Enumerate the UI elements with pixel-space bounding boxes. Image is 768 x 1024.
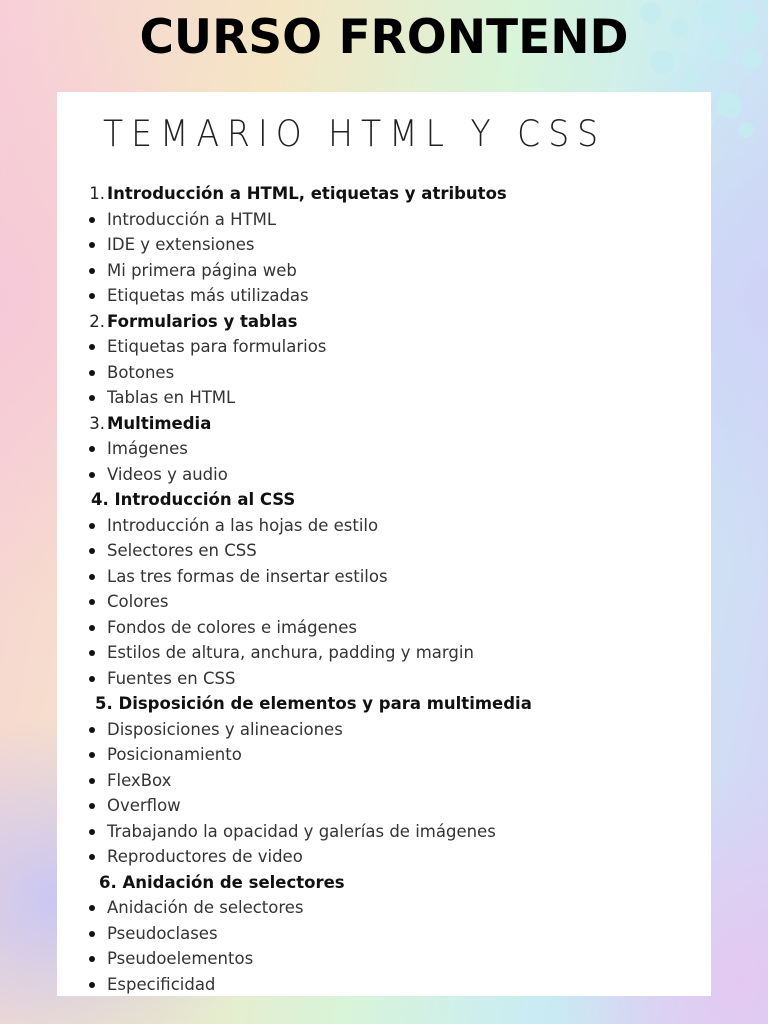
section-heading <box>57 691 711 717</box>
list-item-label: Introducción a HTML <box>107 209 277 229</box>
list-item <box>57 946 711 972</box>
bullet-icon <box>89 217 95 223</box>
list-item-label: Las tres formas de insertar estilos <box>107 566 388 586</box>
list-item <box>57 717 711 743</box>
bullet-icon <box>89 676 95 682</box>
list-item <box>57 564 711 590</box>
bullet-icon <box>89 446 95 452</box>
section-heading-text: 4. Introducción al CSS <box>91 490 296 509</box>
list-item <box>57 283 711 309</box>
syllabus-card <box>57 92 711 996</box>
list-item-label: Videos y audio <box>107 464 228 484</box>
bullet-icon <box>89 982 95 988</box>
list-item-label: Overflow <box>107 796 181 815</box>
list-item <box>57 513 711 539</box>
list-item <box>57 921 711 947</box>
bullet-icon <box>89 931 95 937</box>
list-item <box>57 819 711 845</box>
list-item-label: Selectores en CSS <box>107 541 257 560</box>
list-item <box>57 462 711 488</box>
bullet-icon <box>89 599 95 605</box>
bullet-icon <box>89 727 95 733</box>
bullet-icon <box>89 752 95 758</box>
list-item-label: Pseudoelementos <box>107 949 254 968</box>
list-item <box>57 895 711 921</box>
bullet-icon <box>89 472 95 478</box>
syllabus-list <box>57 181 711 997</box>
bullet-icon <box>89 242 95 248</box>
section-heading <box>57 870 711 896</box>
bullet-icon <box>89 370 95 376</box>
bullet-icon <box>89 905 95 911</box>
list-item <box>57 385 711 411</box>
list-item-label: Etiquetas para formularios <box>107 337 327 356</box>
list-item <box>57 207 711 233</box>
bullet-icon <box>89 395 95 401</box>
list-item <box>57 538 711 564</box>
list-item <box>57 972 711 998</box>
bullet-icon <box>89 293 95 299</box>
list-item <box>57 793 711 819</box>
list-item <box>57 666 711 692</box>
list-item <box>57 436 711 462</box>
list-item-label: Colores <box>107 592 169 611</box>
bullet-icon <box>89 829 95 835</box>
list-item-label: Mi primera página web <box>107 260 297 280</box>
bullet-icon <box>89 625 95 631</box>
bullet-icon <box>89 344 95 350</box>
list-item-label: Posicionamiento <box>107 745 242 764</box>
syllabus-subtitle: TEMARIO HTML Y CSS <box>103 112 607 155</box>
bullet-icon <box>89 803 95 809</box>
page-title: CURSO FRONTEND <box>139 10 629 65</box>
bullet-icon <box>89 778 95 784</box>
list-item-label: Fuentes en CSS <box>107 668 236 688</box>
list-item <box>57 360 711 386</box>
list-item-label: Botones <box>107 362 175 382</box>
list-item <box>57 844 711 870</box>
list-item-label: Introducción a las hojas de estilo <box>107 515 379 535</box>
section-number: 1. <box>89 184 105 203</box>
bullet-icon <box>89 650 95 656</box>
list-item-label: Estilos de altura, anchura, padding y margin <box>107 643 474 662</box>
section-title: Introducción a HTML, etiquetas y atributos <box>107 184 507 203</box>
list-item-label: Anidación de selectores <box>107 898 304 917</box>
section-heading-text: 5. Disposición de elementos y para multimedia <box>95 694 532 713</box>
section-number: 3. <box>89 413 105 433</box>
bullet-icon <box>89 956 95 962</box>
list-item-label: Trabajando la opacidad y galerías de imágenes <box>107 821 496 841</box>
list-item <box>57 258 711 284</box>
list-item <box>57 640 711 666</box>
bullet-icon <box>89 574 95 580</box>
list-item <box>57 615 711 641</box>
list-item-label: Especificidad <box>107 974 216 994</box>
section-title: Formularios y tablas <box>107 311 298 331</box>
bullet-icon <box>89 523 95 529</box>
list-item <box>57 768 711 794</box>
list-item-label: Imágenes <box>107 439 188 458</box>
list-item-label: Etiquetas más utilizadas <box>107 286 309 305</box>
bullet-icon <box>89 548 95 554</box>
list-item-label: FlexBox <box>107 770 172 790</box>
section-heading <box>57 309 711 335</box>
list-item <box>57 232 711 258</box>
bullet-icon <box>89 854 95 860</box>
section-number: 2. <box>89 311 105 331</box>
list-item-label: Disposiciones y alineaciones <box>107 719 343 739</box>
list-item <box>57 742 711 768</box>
list-item-label: Fondos de colores e imágenes <box>107 617 357 637</box>
list-item-label: Tablas en HTML <box>107 388 236 407</box>
list-item-label: IDE y extensiones <box>107 235 255 254</box>
section-heading <box>57 487 711 513</box>
section-title: Multimedia <box>107 413 212 433</box>
bullet-icon <box>89 268 95 274</box>
section-heading-text: 6. Anidación de selectores <box>99 872 345 892</box>
list-item <box>57 334 711 360</box>
section-heading <box>57 181 711 207</box>
section-heading <box>57 411 711 437</box>
list-item <box>57 589 711 615</box>
list-item-label: Reproductores de video <box>107 847 303 866</box>
list-item-label: Pseudoclases <box>107 923 218 943</box>
